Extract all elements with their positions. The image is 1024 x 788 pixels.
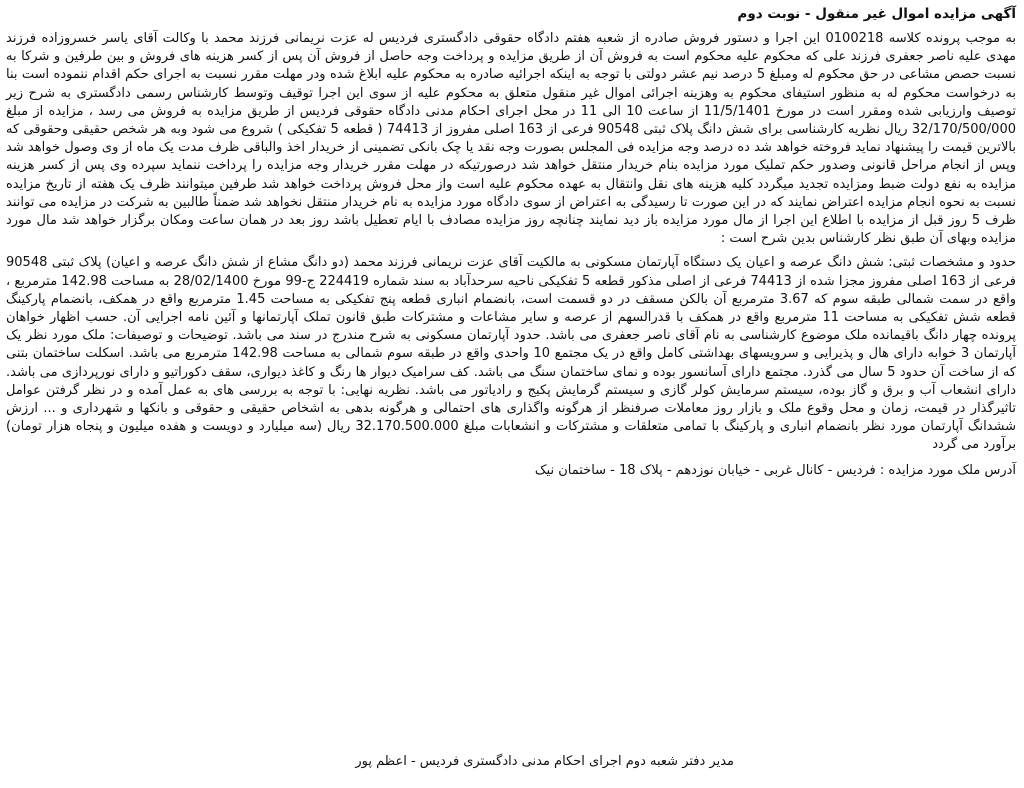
- notice-paragraph-terms: به موجب پرونده کلاسه 0100218 این اجرا و دستور فروش صادره از شعبه هفتم دادگاه حقوقی دادگستری فردیس له عزت نریمانی فرزند محمد با وکالت آقای یاسر خسروزاده فرزند مهدی علیه ناصر جعفری فرزند علی که محکوم علیه محکوم است به فروش آن از طریق مزایده و پرداخت وجه حاصل از فروش آن پس از کسر هزینه های فروش و بین طرفین و شرکا به نسبت حصص مشاعی در حق محکوم له ومبلغ 5 درصد نیم عشر دولتی با توجه به اینکه اجرائیه صادره به محکوم علیه ابلاغ شده ودر مهلت مقرر نسبت به اجرای حکم اقدام ننموده است بنا به درخواست محکوم له به منظور استیفای محکوم به وهزینه اجرائی اموال غیر منقول متعلق به محکوم علیه از سوی این اجرا توقیف وتوسط کارشناس رسمی دادگستری به شرح زیر توصیف وارزیابی شده ومقرر است در مورخ 11/5/1401 از ساعت 10 الی 11 در محل اجرای احکام مدنی دادگاه حقوقی فردیس از طریق مزایده به فروش می رسد ، مزایده از مبلغ 32/170/500/000 ریال نظریه کارشناسی برای شش دانگ پلاک ثبتی 90548 فرعی از 163 اصلی مفروز از 74413 ( قطعه 5 تفکیکی ) شروع می شود وبه هر شخص حقیقی وحقوقی که بالاترین قیمت را پیشنهاد نماید فروخته خواهد شد ده درصد وجه مزایده فی المجلس بصورت وجه نقد یا چک بانکی تضمینی از خریدار اخذ والباقی ظرف مدت یک ماه از وی وصول خواهد شد وپس از انجام مراحل قانونی وصدور حکم تملیک مورد مزایده بنام خریدار منتقل خواهد شد درصورتیکه در مهلت مقرر خریدار وجه مزایده را پرداخت ننماید سپرده وی پس از کسر هزینه مزایده به نفع دولت ضبط ومزایده تجدید میگردد کلیه هزینه های نقل وانتقال به عهده محکوم علیه است واز محل فروش پرداخت خواهد شد طرفین میتوانند ظرف یک هفته از تاریخ مزایده نسبت به نحوه انجام مزایده اعتراض نمایند که در این صورت تا رسیدگی به اعتراض از سوی دادگاه مورد مزایده به نام خریدار منتقل نخواهد شد ضمناً طالبین به شرکت در مزایده می توانند ظرف 5 روز قبل از مزایده با اطلاع این اجرا از مال مورد مزایده باز دید نمایند چنانچه روز مزایده مصادف با ایام تعطیل باشد روز بعد در همان ساعت ومکان برگزار خواهد شد مال مورد مزایده وبهای آن طبق نظر کارشناس بدین شرح است :: [6, 31, 1016, 247]
- notice-paragraph-property-details: حدود و مشخصات ثبتی: شش دانگ عرصه و اعیان یک دستگاه آپارتمان مسکونی به مالکیت آقای عزت نریمانی فرزند محمد (دو دانگ مشاع از شش دانگ عرصه و اعیان) پلاک ثبتی 90548 فرعی از 163 اصلی مفروز مجزا شده از 74413 فرعی از اصلی مذکور قطعه 5 تفکیکی ناحیه سرحدآباد به سند شماره 224419 ج-99 مورخ 28/02/1400 به مساحت 142.98 مترمربع ، واقع در سمت شمالی طبقه سوم که 3.67 مترمربع آن بالکن مسقف در دو قسمت است، بانضمام انباری قطعه پنج تفکیکی به مساحت 1.45 مترمربع واقع در همکف، بانضمام پارکینگ قطعه شش تفکیکی به مساحت 11 مترمربع واقع در همکف با قدرالسهم از عرصه و سایر مشاعات و مشترکات طبق قانون تملک آپارتمانها و آئین نامه اجرایی آن. حسب اظهار خواهان پرونده چهار دانگ باقیمانده ملک موضوع کارشناسی به نام آقای ناصر جعفری می باشد. حدود آپارتمان مسکونی به شرح مندرج در سند می باشد. توضیحات و توصیفات: ملک مورد نظر یک آپارتمان 3 خوابه دارای هال و پذیرایی و سرویسهای بهداشتی کامل واقع در یک مجتمع 10 واحدی واقع در طبقه سوم شمالی به مساحت 142.98 مترمربع می باشد. اسکلت ساختمان بتنی که از ساخت آن حدود 5 سال می گذرد. مجتمع دارای آسانسور بوده و نمای ساختمان سنگ می باشد. کف سرامیک دیوار ها رنگ و کاغذ دیواری، سقف دکوراتیو و دارای نورپردازی می باشد. دارای انشعاب آب و برق و گاز بوده، سیستم سرمایش کولر گازی و سیستم گرمایش پکیج و رادیاتور می باشد. نظریه نهایی: با توجه به بررسی های به عمل آمده و در نظر گرفتن عوامل تاثیرگذار در قیمت، زمان و محل وقوع ملک و بازار روز معاملات صرفنظر از هرگونه واگذاری های احتمالی و هرگونه بدهی به اشخاص حقیقی و حقوقی و بانکها و شهرداری و ... ارزش ششدانگ آپارتمان مورد نظر بانضمام انباری و پارکینگ با تمامی متعلقات و مشترکات و انشعابات مبلغ 32.170.500.000 ریال (سه میلیارد و دویست و هفده میلیون و پنجاه هزار تومان) برآورد می گردد: [6, 255, 1017, 453]
- signature-line: مدیر دفتر شعبه دوم اجرای احکام مدنی دادگستری فردیس - اعظم پور: [355, 754, 734, 769]
- property-address: آدرس ملک مورد مزایده : فردیس - کانال غربی - خیابان نوزدهم - پلاک 18 - ساختمان نیک: [534, 462, 1016, 478]
- auction-notice: [6, 4, 1016, 784]
- notice-title: آگهی مزایده اموال غیر منقول - نوبت دوم: [737, 6, 1016, 22]
